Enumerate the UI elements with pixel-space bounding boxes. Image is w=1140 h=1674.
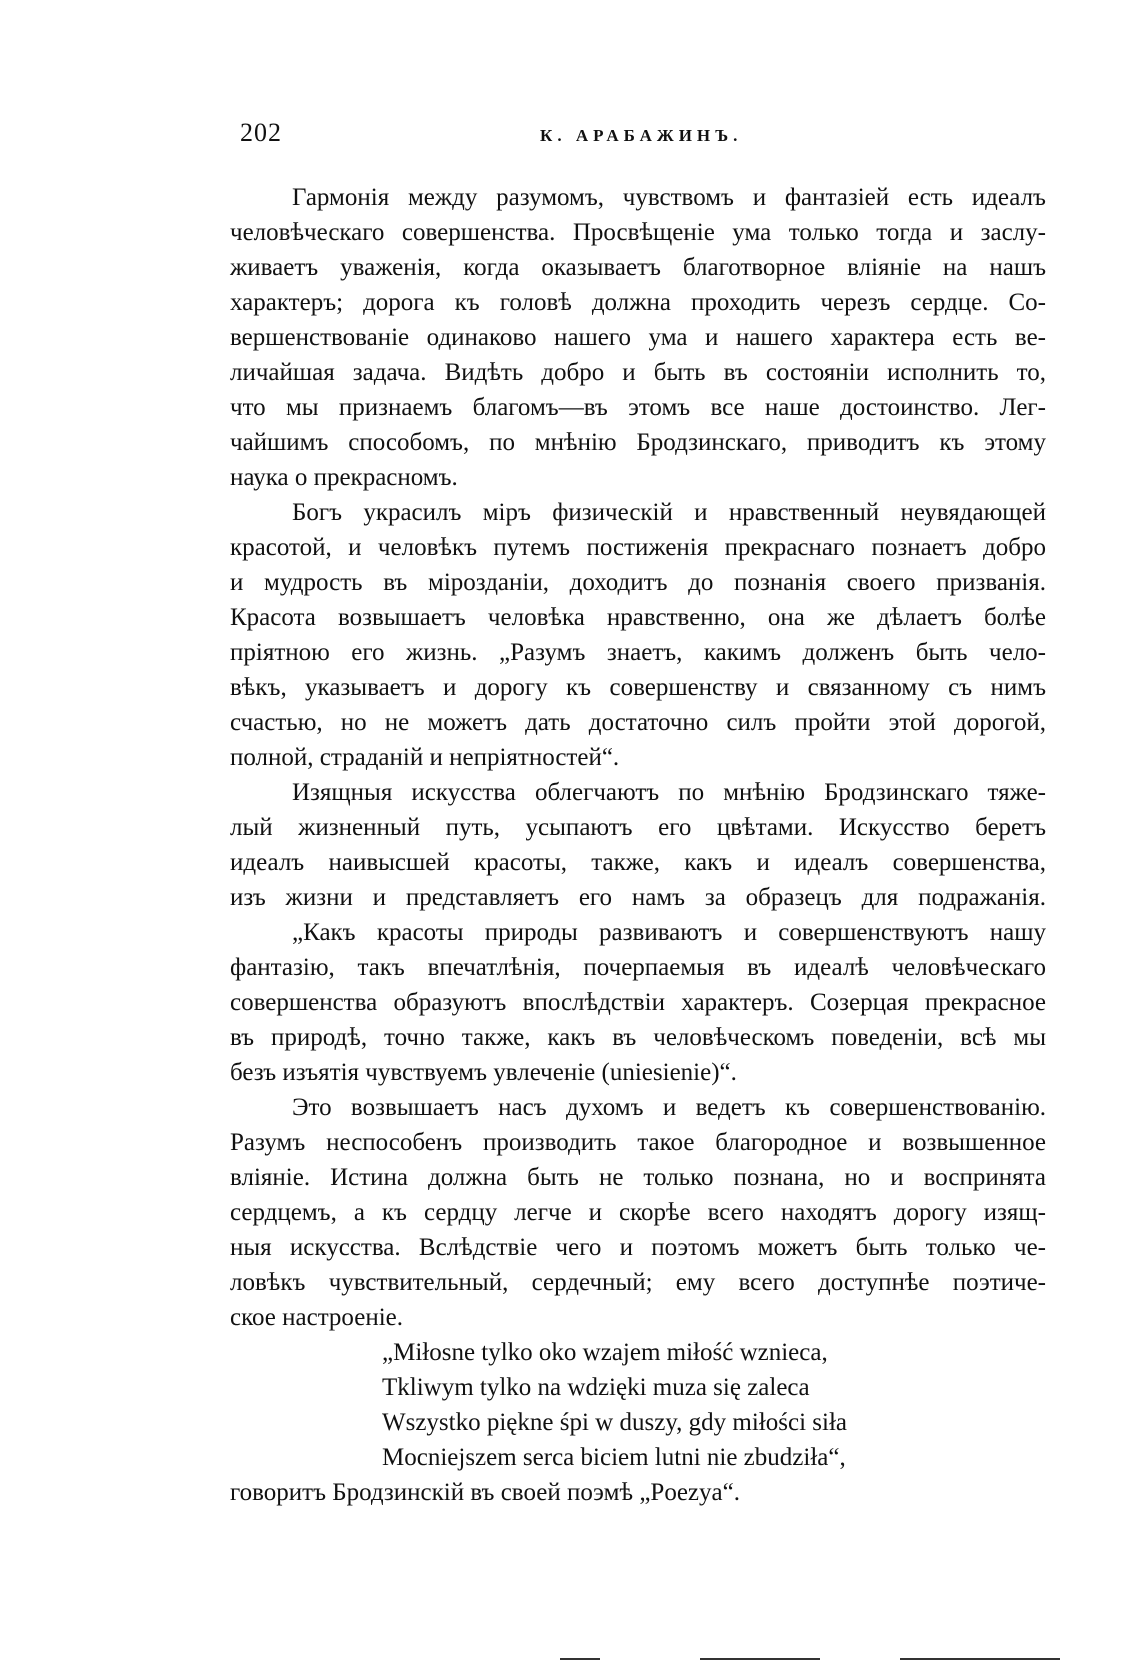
verse-line: Tkliwym tylko na wdzięki muza się zaleca xyxy=(382,1374,810,1401)
bottom-edge-marks xyxy=(0,1658,1140,1662)
text-line: человѣческаго совершенства. Просвѣщеніе ума только тогда и заслу- xyxy=(230,219,1046,246)
closing-line: говоритъ Бродзинскій въ своей поэмѣ „Poezya“. xyxy=(230,1479,740,1506)
paragraph xyxy=(230,495,1046,775)
text-line: красотой, и человѣкъ путемъ постиженія прекраснаго познаетъ добро xyxy=(230,534,1046,561)
body-text xyxy=(230,180,1046,1510)
text-line: вліяніе. Истина должна быть не только познана, но и воспринята xyxy=(230,1164,1046,1191)
verse-line: Wszystko piękne śpi w duszy, gdy miłości siła xyxy=(382,1409,847,1436)
text-line: Богъ украсилъ міръ физическій и нравственный неувядающей xyxy=(292,499,1046,526)
verse-line: Mocniejszem serca biciem lutni nie zbudziła“, xyxy=(382,1444,846,1471)
text-line: „Какъ красоты природы развиваютъ и совершенствуютъ нашу xyxy=(292,919,1046,946)
text-line: лый жизненный путь, усыпаютъ его цвѣтами. Искусство беретъ xyxy=(230,814,1046,841)
text-line: фантазію, такъ впечатлѣнія, почерпаемыя въ идеалѣ человѣческаго xyxy=(230,954,1046,981)
text-line: ныя искусства. Вслѣдствіе чего и поэтомъ можетъ быть только че- xyxy=(230,1234,1046,1261)
paragraph xyxy=(230,1090,1046,1335)
text-line: счастью, но не можетъ дать достаточно силъ пройти этой дорогой, xyxy=(230,709,1046,736)
scan-dash xyxy=(700,1658,820,1660)
text-line: Разумъ неспособенъ производить такое благородное и возвышенное xyxy=(230,1129,1046,1156)
page-number: 202 xyxy=(240,118,282,147)
text-line: безъ изъятія чувствуемъ увлеченіе (uniesienie)“. xyxy=(230,1059,737,1086)
text-line: Гармонія между разумомъ, чувствомъ и фантазіей есть идеалъ xyxy=(292,184,1046,211)
text-line: вершенствованіе одинаково нашего ума и нашего характера есть ве- xyxy=(230,324,1046,351)
text-line: Красота возвышаетъ человѣка нравственно, она же дѣлаетъ болѣе xyxy=(230,604,1046,631)
text-line: что мы признаемъ благомъ—въ этомъ все наше достоинство. Лег- xyxy=(230,394,1046,421)
paragraph xyxy=(230,180,1046,495)
text-line: живаетъ уваженія, когда оказываетъ благотворное вліяніе на нашъ xyxy=(230,254,1046,281)
text-line: вѣкъ, указываетъ и дорогу къ совершенству и связанному съ нимъ xyxy=(230,674,1046,701)
paragraph xyxy=(230,915,1046,1090)
scan-dash xyxy=(900,1658,1060,1660)
text-line: Это возвышаетъ насъ духомъ и ведетъ къ совершенствованію. xyxy=(292,1094,1046,1121)
running-head: К. АРАБАЖИНЪ. xyxy=(540,126,743,145)
verse-quote xyxy=(230,1335,1046,1475)
text-line: наука о прекрасномъ. xyxy=(230,464,458,491)
text-line: ское настроеніе. xyxy=(230,1304,403,1331)
text-line: совершенства образуютъ впослѣдствіи характеръ. Созерцая прекрасное xyxy=(230,989,1046,1016)
page-header xyxy=(240,118,1046,158)
text-line: изъ жизни и представляетъ его намъ за образецъ для подражанія. xyxy=(230,884,1046,911)
text-line: Изящныя искусства облегчаютъ по мнѣнію Бродзинскаго тяже- xyxy=(292,779,1046,806)
paragraph xyxy=(230,775,1046,915)
text-line: характеръ; дорога къ головѣ должна проходить черезъ сердце. Со- xyxy=(230,289,1046,316)
text-line: идеалъ наивысшей красоты, также, какъ и идеалъ совершенства, xyxy=(230,849,1046,876)
text-line: чайшимъ способомъ, по мнѣнію Бродзинскаго, приводитъ къ этому xyxy=(230,429,1046,456)
text-line: полной, страданій и непріятностей“. xyxy=(230,744,620,771)
text-line: пріятною его жизнь. „Разумъ знаетъ, какимъ долженъ быть чело- xyxy=(230,639,1046,666)
text-line: въ природѣ, точно также, какъ въ человѣческомъ поведеніи, всѣ мы xyxy=(230,1024,1046,1051)
text-line: ловѣкъ чувствительный, сердечный; ему всего доступнѣе поэтиче- xyxy=(230,1269,1046,1296)
text-line: личайшая задача. Видѣть добро и быть въ состояніи исполнить то, xyxy=(230,359,1046,386)
scan-dash xyxy=(560,1658,600,1660)
text-line: и мудрость въ мірозданіи, доходитъ до познанія своего призванія. xyxy=(230,569,1046,596)
text-line: сердцемъ, а къ сердцу легче и скорѣе всего находятъ дорогу изящ- xyxy=(230,1199,1046,1226)
verse-line: „Miłosne tylko oko wzajem miłość wznieca, xyxy=(382,1339,828,1366)
